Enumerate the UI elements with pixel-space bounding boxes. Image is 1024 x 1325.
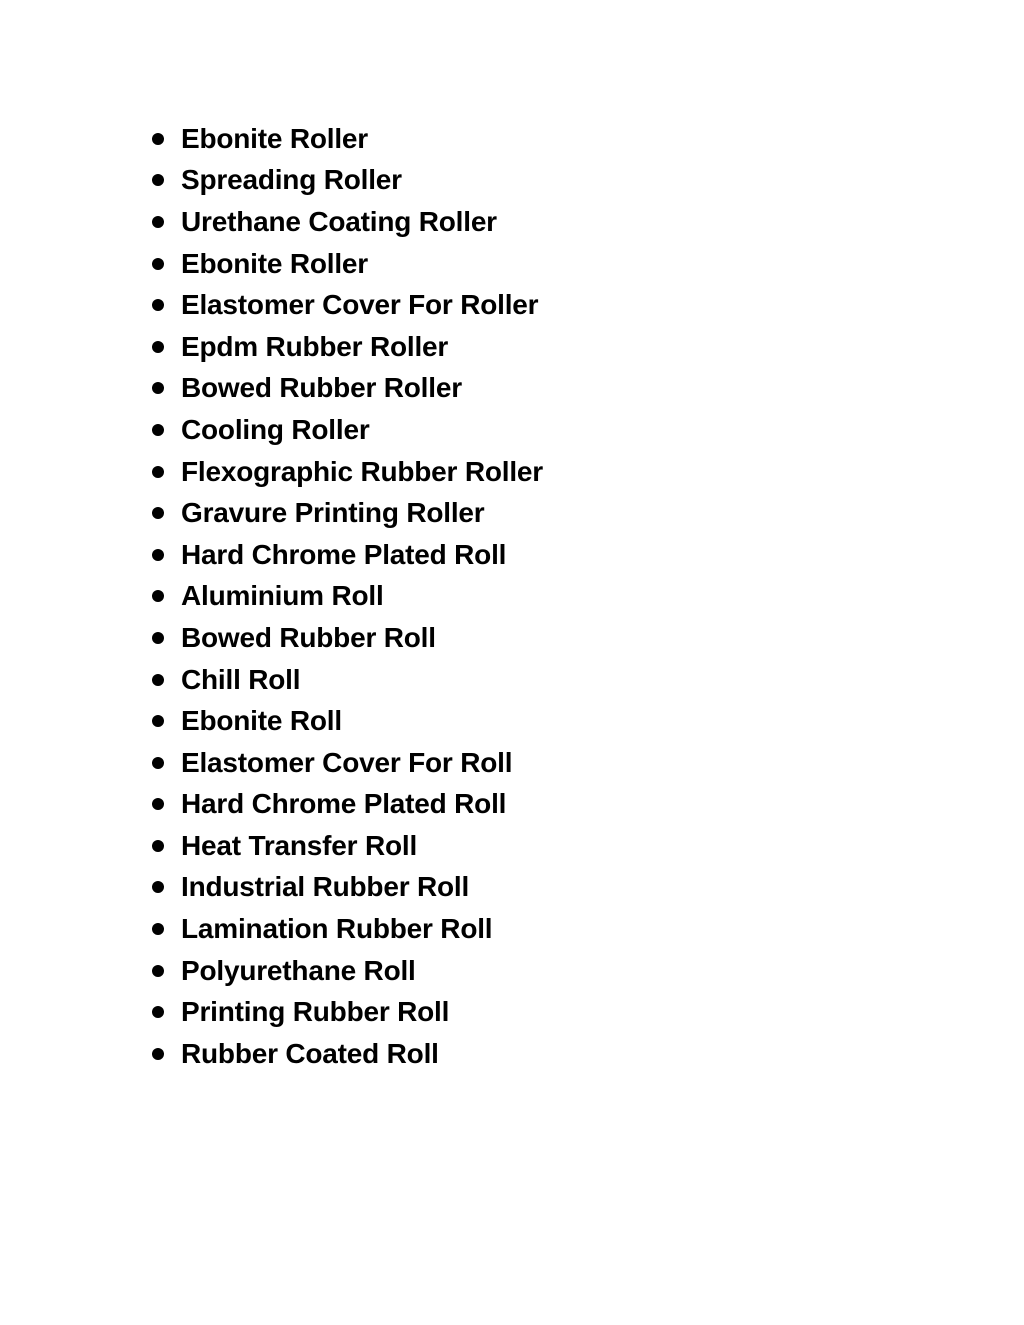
bullet-icon [152,216,164,228]
list-item [152,160,543,202]
bullet-icon [152,466,164,478]
list-item [152,492,543,534]
bullet-icon [152,632,164,644]
list-item [152,284,543,326]
bullet-icon [152,715,164,727]
list-item-text: Urethane Coating Roller [181,205,497,237]
list-item [152,576,543,618]
list-item [152,534,543,576]
list-item-text: Ebonite Roller [181,247,368,279]
list-item [152,118,543,160]
list-item [152,825,543,867]
bullet-icon [152,507,164,519]
bullet-icon [152,299,164,311]
bullet-icon [152,757,164,769]
list-item-text: Epdm Rubber Roller [181,330,449,362]
list-item-text: Ebonite Roll [181,705,342,737]
list-item-text: Heat Transfer Roll [181,829,418,861]
bullet-icon [152,590,164,602]
list-item-text: Polyurethane Roll [181,954,416,986]
list-item [152,659,543,701]
list-item [152,243,543,285]
bullet-icon [152,923,164,935]
list-item [152,742,543,784]
list-item [152,867,543,909]
list-item-text: Printing Rubber Roll [181,996,450,1028]
bullet-icon [152,798,164,810]
list-item [152,201,543,243]
bullet-icon [152,1006,164,1018]
list-item [152,451,543,493]
bullet-icon [152,133,164,145]
bullet-icon [152,424,164,436]
list-item [152,617,543,659]
list-item-text: Cooling Roller [181,413,370,445]
list-item [152,1033,543,1075]
list-item-text: Aluminium Roll [181,580,384,612]
bullet-icon [152,1048,164,1060]
list-item-text: Elastomer Cover For Roll [181,746,513,778]
list-item-text: Bowed Rubber Roll [181,621,436,653]
product-bullet-list [152,118,543,1075]
bullet-icon [152,965,164,977]
list-item [152,326,543,368]
list-item-text: Gravure Printing Roller [181,497,485,529]
list-item-text: Rubber Coated Roll [181,1037,439,1069]
list-item [152,950,543,992]
list-item-text: Ebonite Roller [181,122,368,154]
list-item-text: Industrial Rubber Roll [181,871,470,903]
list-item [152,784,543,826]
list-item-text: Lamination Rubber Roll [181,913,493,945]
bullet-icon [152,881,164,893]
bullet-icon [152,549,164,561]
bullet-icon [152,674,164,686]
list-item-text: Elastomer Cover For Roller [181,289,539,321]
list-item [152,991,543,1033]
list-item-text: Flexographic Rubber Roller [181,455,543,487]
list-item [152,409,543,451]
list-item-text: Bowed Rubber Roller [181,372,462,404]
list-item [152,700,543,742]
list-item [152,368,543,410]
bullet-icon [152,174,164,186]
bullet-icon [152,341,164,353]
bullet-icon [152,382,164,394]
list-item-text: Chill Roll [181,663,301,695]
list-item-text: Hard Chrome Plated Roll [181,788,507,820]
bullet-icon [152,258,164,270]
list-item [152,908,543,950]
list-item-text: Spreading Roller [181,164,402,196]
bullet-icon [152,840,164,852]
list-item-text: Hard Chrome Plated Roll [181,538,507,570]
